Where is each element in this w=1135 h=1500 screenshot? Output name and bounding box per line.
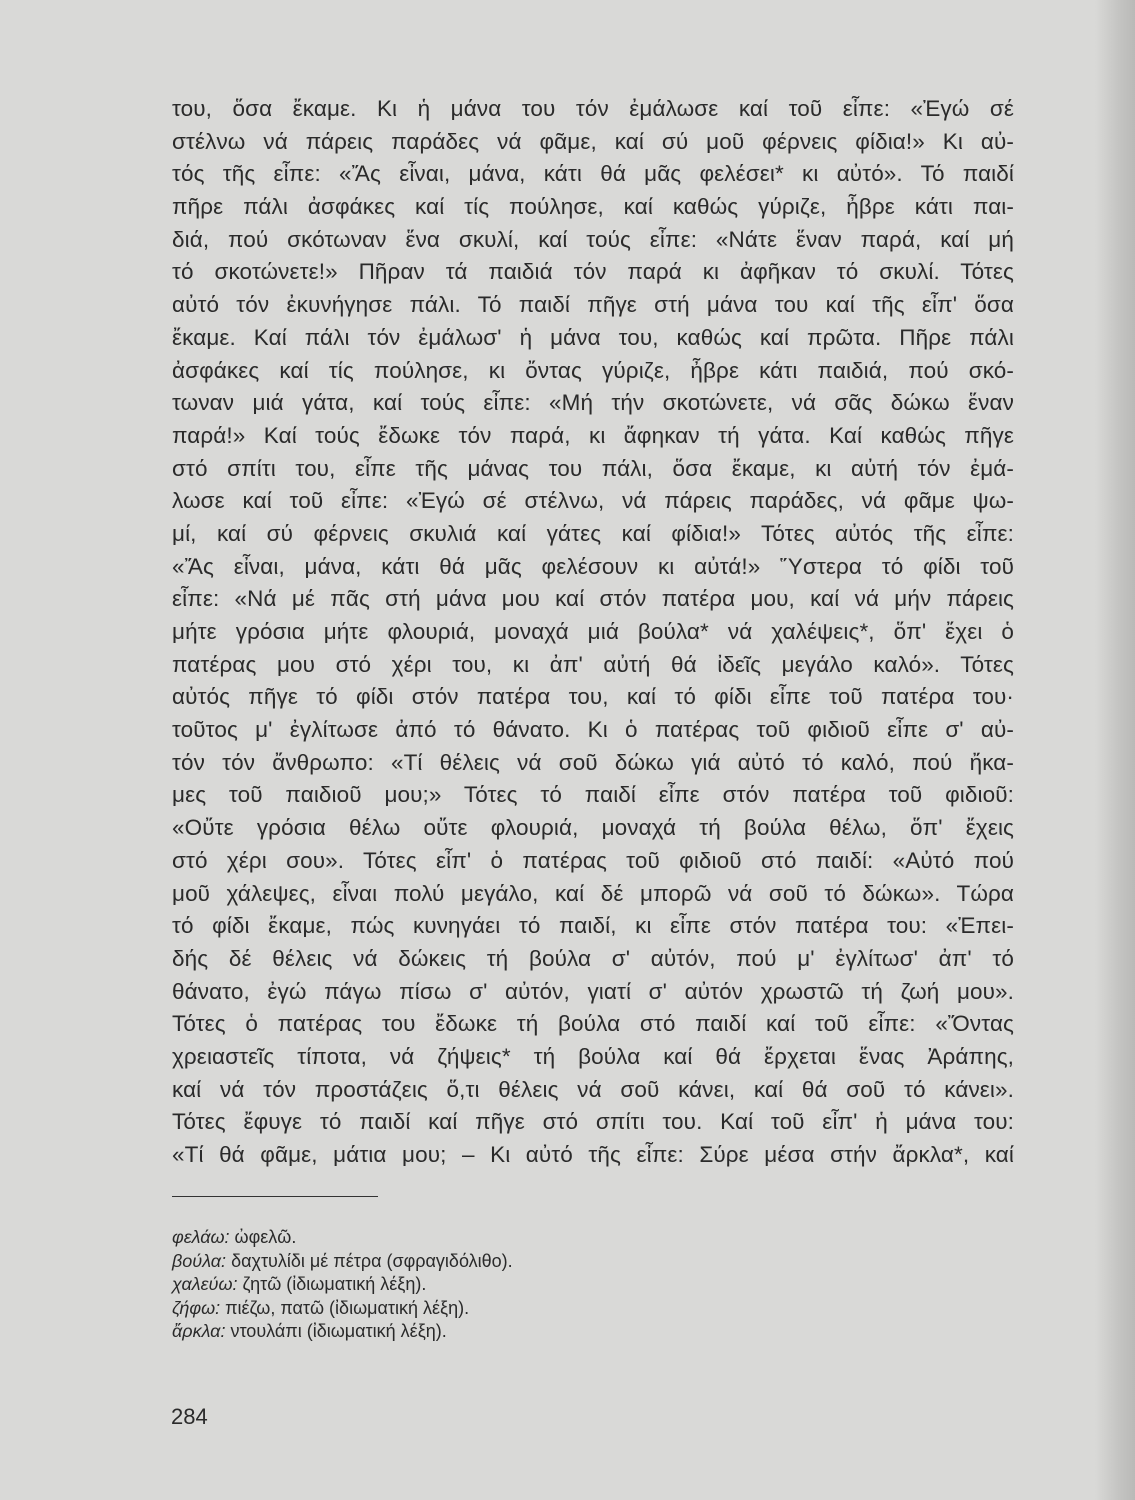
- footnotes: [172, 1226, 872, 1344]
- text-line: μοῦ χάλεψες, εἶναι πολύ μεγάλο, καί δέ μπορῶ νά σοῦ τό δώκω». Τώρα: [172, 880, 1014, 906]
- footnote: [172, 1273, 872, 1297]
- text-line: στέλνω νά πάρεις παράδες νά φᾶμε, καί σύ μοῦ φέρνεις φίδια!» Κι αὐ-: [172, 128, 1014, 154]
- footnote-definition: πιέζω, πατῶ (ἰδιωματική λέξη).: [220, 1297, 470, 1318]
- text-line: «Οὔτε γρόσια θέλω οὔτε φλουριά, μοναχά τή βούλα θέλω, ὅπ' ἔχεις: [172, 815, 1014, 841]
- footnote: [172, 1320, 872, 1344]
- text-line: μήτε γρόσια μήτε φλουριά, μοναχά μιά βούλα* νά χαλέψεις*, ὅπ' ἔχει ὁ: [172, 619, 1014, 644]
- text-line: καί νά τόν προστάζεις ὅ,τι θέλεις νά σοῦ κάνει, καί θά σοῦ τό κάνει».: [172, 1076, 1014, 1102]
- text-line: θάνατο, ἐγώ πάγω πίσω σ' αὐτόν, γιατί σ' αὐτόν χρωστῶ τή ζωή μου».: [172, 978, 1014, 1004]
- footnote-definition: δαχτυλίδι μέ πέτρα (σφραγιδόλιθο).: [226, 1250, 513, 1271]
- text-line: στό χέρι σου». Τότες εἶπ' ὁ πατέρας τοῦ φιδιοῦ στό παιδί: «Αὐτό πού: [172, 847, 1014, 873]
- text-line: πῆρε πάλι ἀσφάκες καί τίς πούλησε, καί καθώς γύριζε, ἦβρε κάτι παι-: [172, 194, 1014, 220]
- footnote-term: ἄρκλα:: [172, 1321, 226, 1342]
- text-line: τό φίδι ἔκαμε, πώς κυνηγάει τό παιδί, κι εἶπε στόν πατέρα του: «Ἐπει-: [172, 913, 1014, 939]
- text-line: ἔκαμε. Καί πάλι τόν ἐμάλωσ' ἡ μάνα του, καθώς καί πρῶτα. Πῆρε πάλι: [172, 324, 1014, 350]
- text-line: τός τῆς εἶπε: «Ἄς εἶναι, μάνα, κάτι θά μᾶς φελέσει* κι αὐτό». Τό παιδί: [172, 161, 1014, 187]
- text-line: χρειαστεῖς τίποτα, νά ζήψεις* τή βούλα καί θά ἔρχεται ἕνας Ἀράπης,: [172, 1043, 1014, 1069]
- footnote-definition: ὠφελῶ.: [229, 1227, 297, 1247]
- text-line: τό σκοτώνετε!» Πῆραν τά παιδιά τόν παρά κι ἀφῆκαν τό σκυλί. Τότες: [172, 259, 1014, 285]
- footnote-term: χαλεύω:: [172, 1274, 238, 1295]
- text-line: εἶπε: «Νά μέ πᾶς στή μάνα μου καί στόν πατέρα μου, καί νά μήν πάρεις: [172, 586, 1014, 612]
- text-line: λωσε καί τοῦ εἶπε: «Ἐγώ σέ στέλνω, νά πάρεις παράδες, νά φᾶμε ψω-: [172, 488, 1014, 514]
- footnote: [172, 1297, 872, 1321]
- page-number: 284: [171, 1404, 208, 1429]
- footnote-term: βούλα:: [172, 1250, 227, 1271]
- text-line: «Ἄς εἶναι, μάνα, κάτι θά μᾶς φελέσουν κι αὐτά!» Ὕστερα τό φίδι τοῦ: [172, 553, 1014, 579]
- text-line: παρά!» Καί τούς ἔδωκε τόν παρά, κι ἄφηκαν τή γάτα. Καί καθώς πῆγε: [172, 422, 1014, 448]
- footnote-term: ζήφω:: [172, 1297, 221, 1318]
- text-line: «Τί θά φᾶμε, μάτια μου; – Κι αὐτό τῆς εἶπε: Σύρε μέσα στήν ἄρκλα*, καί: [172, 1142, 1014, 1167]
- text-line: μί, καί σύ φέρνεις σκυλιά καί γάτες καί φίδια!» Τότες αὐτός τῆς εἶπε:: [172, 520, 1014, 546]
- footnote-definition: ντουλάπι (ἰδιωματική λέξη).: [225, 1321, 447, 1342]
- text-line: μες τοῦ παιδιοῦ μου;» Τότες τό παιδί εἶπε στόν πατέρα τοῦ φιδιοῦ:: [172, 782, 1014, 808]
- footnote-term: φελάω:: [172, 1227, 230, 1247]
- footnote: [172, 1226, 872, 1250]
- text-line: τόν τόν ἄνθρωπο: «Τί θέλεις νά σοῦ δώκω γιά αὐτό τό καλό, πού ἤκα-: [172, 749, 1014, 775]
- text-line: τοῦτος μ' ἐγλίτωσε ἀπό τό θάνατο. Κι ὁ πατέρας τοῦ φιδιοῦ εἶπε σ' αὐ-: [172, 717, 1014, 743]
- footnote-divider: [172, 1196, 378, 1197]
- text-line: Τότες ἔφυγε τό παιδί καί πῆγε στό σπίτι του. Καί τοῦ εἶπ' ἡ μάνα του:: [172, 1109, 1014, 1135]
- text-line: στό σπίτι του, εἶπε τῆς μάνας του πάλι, ὅσα ἔκαμε, κι αὐτή τόν ἐμά-: [172, 455, 1014, 481]
- text-line: πατέρας μου στό χέρι του, κι ἀπ' αὐτή θά ἰδεῖς μεγάλο καλό». Τότες: [172, 651, 1014, 677]
- text-line: ἀσφάκες καί τίς πούλησε, κι ὄντας γύριζε, ἦβρε κάτι παιδιά, πού σκό-: [172, 357, 1014, 383]
- text-line: αὐτός πῆγε τό φίδι στόν πατέρα του, καί τό φίδι εἶπε τοῦ πατέρα του·: [172, 684, 1014, 710]
- text-line: τωναν μιά γάτα, καί τούς εἶπε: «Μή τήν σκοτώνετε, νά σᾶς δώκω ἕναν: [172, 390, 1014, 416]
- footnote-definition: ζητῶ (ἰδιωματική λέξη).: [237, 1274, 427, 1295]
- text-line: αὐτό τόν ἐκυνήγησε πάλι. Τό παιδί πῆγε στή μάνα του καί τῆς εἶπ' ὅσα: [172, 292, 1014, 318]
- text-line: του, ὅσα ἔκαμε. Κι ἡ μάνα του τόν ἐμάλωσε καί τοῦ εἶπε: «Ἐγώ σέ: [172, 96, 1014, 121]
- footnote: [172, 1250, 872, 1274]
- text-line: διά, πού σκότωναν ἕνα σκυλί, καί τούς εἶπε: «Νάτε ἕναν παρά, καί μή: [172, 226, 1014, 252]
- text-line: Τότες ὁ πατέρας του ἔδωκε τή βούλα στό παιδί καί τοῦ εἶπε: «Ὄντας: [172, 1011, 1014, 1037]
- page-edge: [1095, 0, 1135, 1500]
- text-line: δής δέ θέλεις νά δώκεις τή βούλα σ' αὐτόν, πού μ' ἐγλίτωσ' ἀπ' τό: [172, 945, 1014, 971]
- body-text: [172, 93, 1014, 1172]
